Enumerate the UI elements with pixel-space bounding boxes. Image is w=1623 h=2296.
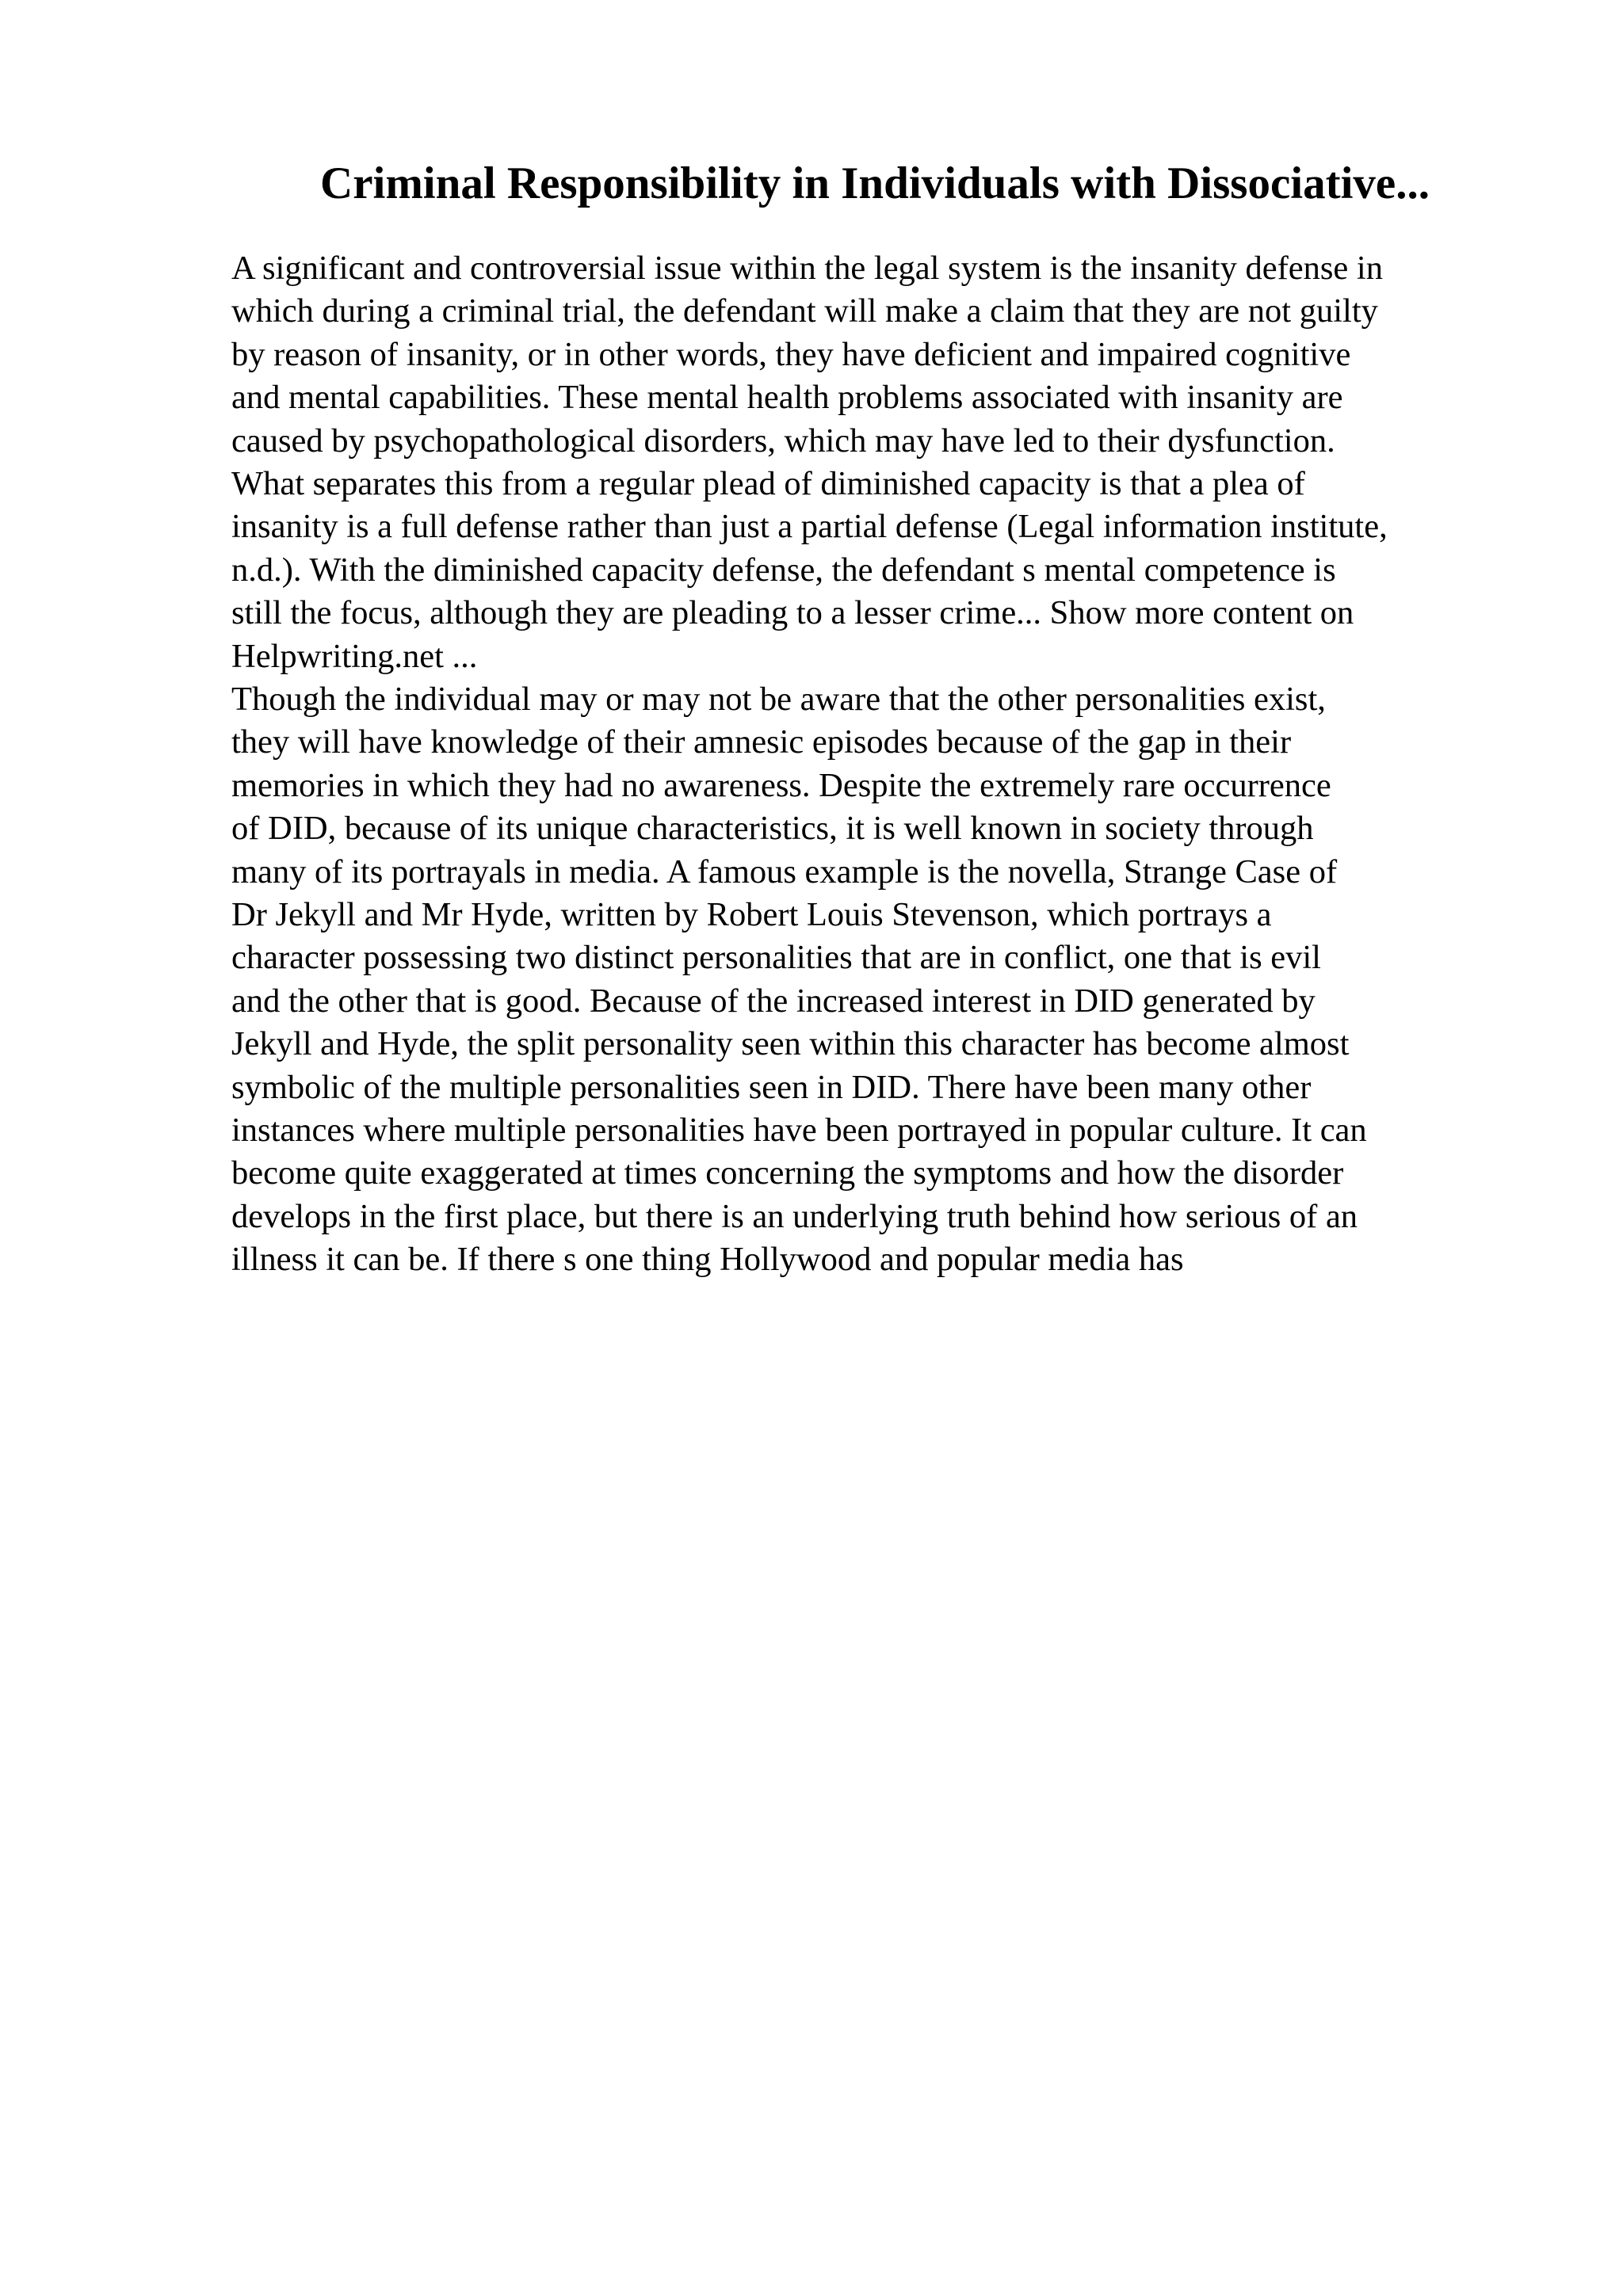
paragraph-line: by reason of insanity, or in other words, they have deficient and impaired cognitive [231,335,1351,373]
paragraph-line: Jekyll and Hyde, the split personality seen within this character has become almost [231,1025,1350,1063]
paragraph-line: many of its portrayals in media. A famous example is the novella, Strange Case of [231,852,1338,891]
paragraph-line: develops in the first place, but there is an underlying truth behind how serious of an [231,1197,1358,1235]
paragraph-line: Dr Jekyll and Mr Hyde, written by Robert Louis Stevenson, which portrays a [231,896,1272,934]
paragraph-line: and mental capabilities. These mental health problems associated with insanity are [231,379,1343,417]
document-title: Criminal Responsibility in Individuals with Dissociative... [320,158,1430,208]
paragraph-line: n.d.). With the diminished capacity defense, the defendant s mental competence is [231,551,1336,589]
paragraph-line: insanity is a full defense rather than just a partial defense (Legal information institute, [231,508,1388,546]
paragraph-line: A significant and controversial issue within the legal system is the insanity defense in [231,250,1383,287]
paragraph-line: Though the individual may or may not be aware that the other personalities exist, [231,681,1326,718]
paragraph-line: What separates this from a regular plead of diminished capacity is that a plea of [231,465,1305,503]
paragraph-2 [231,678,1594,1282]
paragraph-line: of DID, because of its unique characteristics, it is well known in society through [231,810,1314,848]
paragraph-line: memories in which they had no awareness. Despite the extremely rare occurrence [231,766,1331,804]
paragraph-line: character possessing two distinct personalities that are in conflict, one that is evil [231,939,1321,977]
paragraph-line: still the focus, although they are pleading to a lesser crime... Show more content on [231,594,1354,632]
paragraph-line: symbolic of the multiple personalities seen in DID. There have been many other [231,1068,1312,1106]
paragraph-line: illness it can be. If there s one thing Hollywood and popular media has [231,1241,1184,1279]
paragraph-line: and the other that is good. Because of the increased interest in DID generated by [231,982,1316,1020]
paragraph-1 [231,247,1594,678]
paragraph-line: caused by psychopathological disorders, which may have led to their dysfunction. [231,421,1335,460]
paragraph-line: which during a criminal trial, the defendant will make a claim that they are not guilty [231,292,1378,330]
paragraph-line: become quite exaggerated at times concerning the symptoms and how the disorder [231,1154,1344,1192]
paragraph-line: instances where multiple personalities have been portrayed in popular culture. It can [231,1112,1367,1150]
paragraph-line: Helpwriting.net ... [231,637,478,675]
paragraph-line: they will have knowledge of their amnesic episodes because of the gap in their [231,723,1292,761]
